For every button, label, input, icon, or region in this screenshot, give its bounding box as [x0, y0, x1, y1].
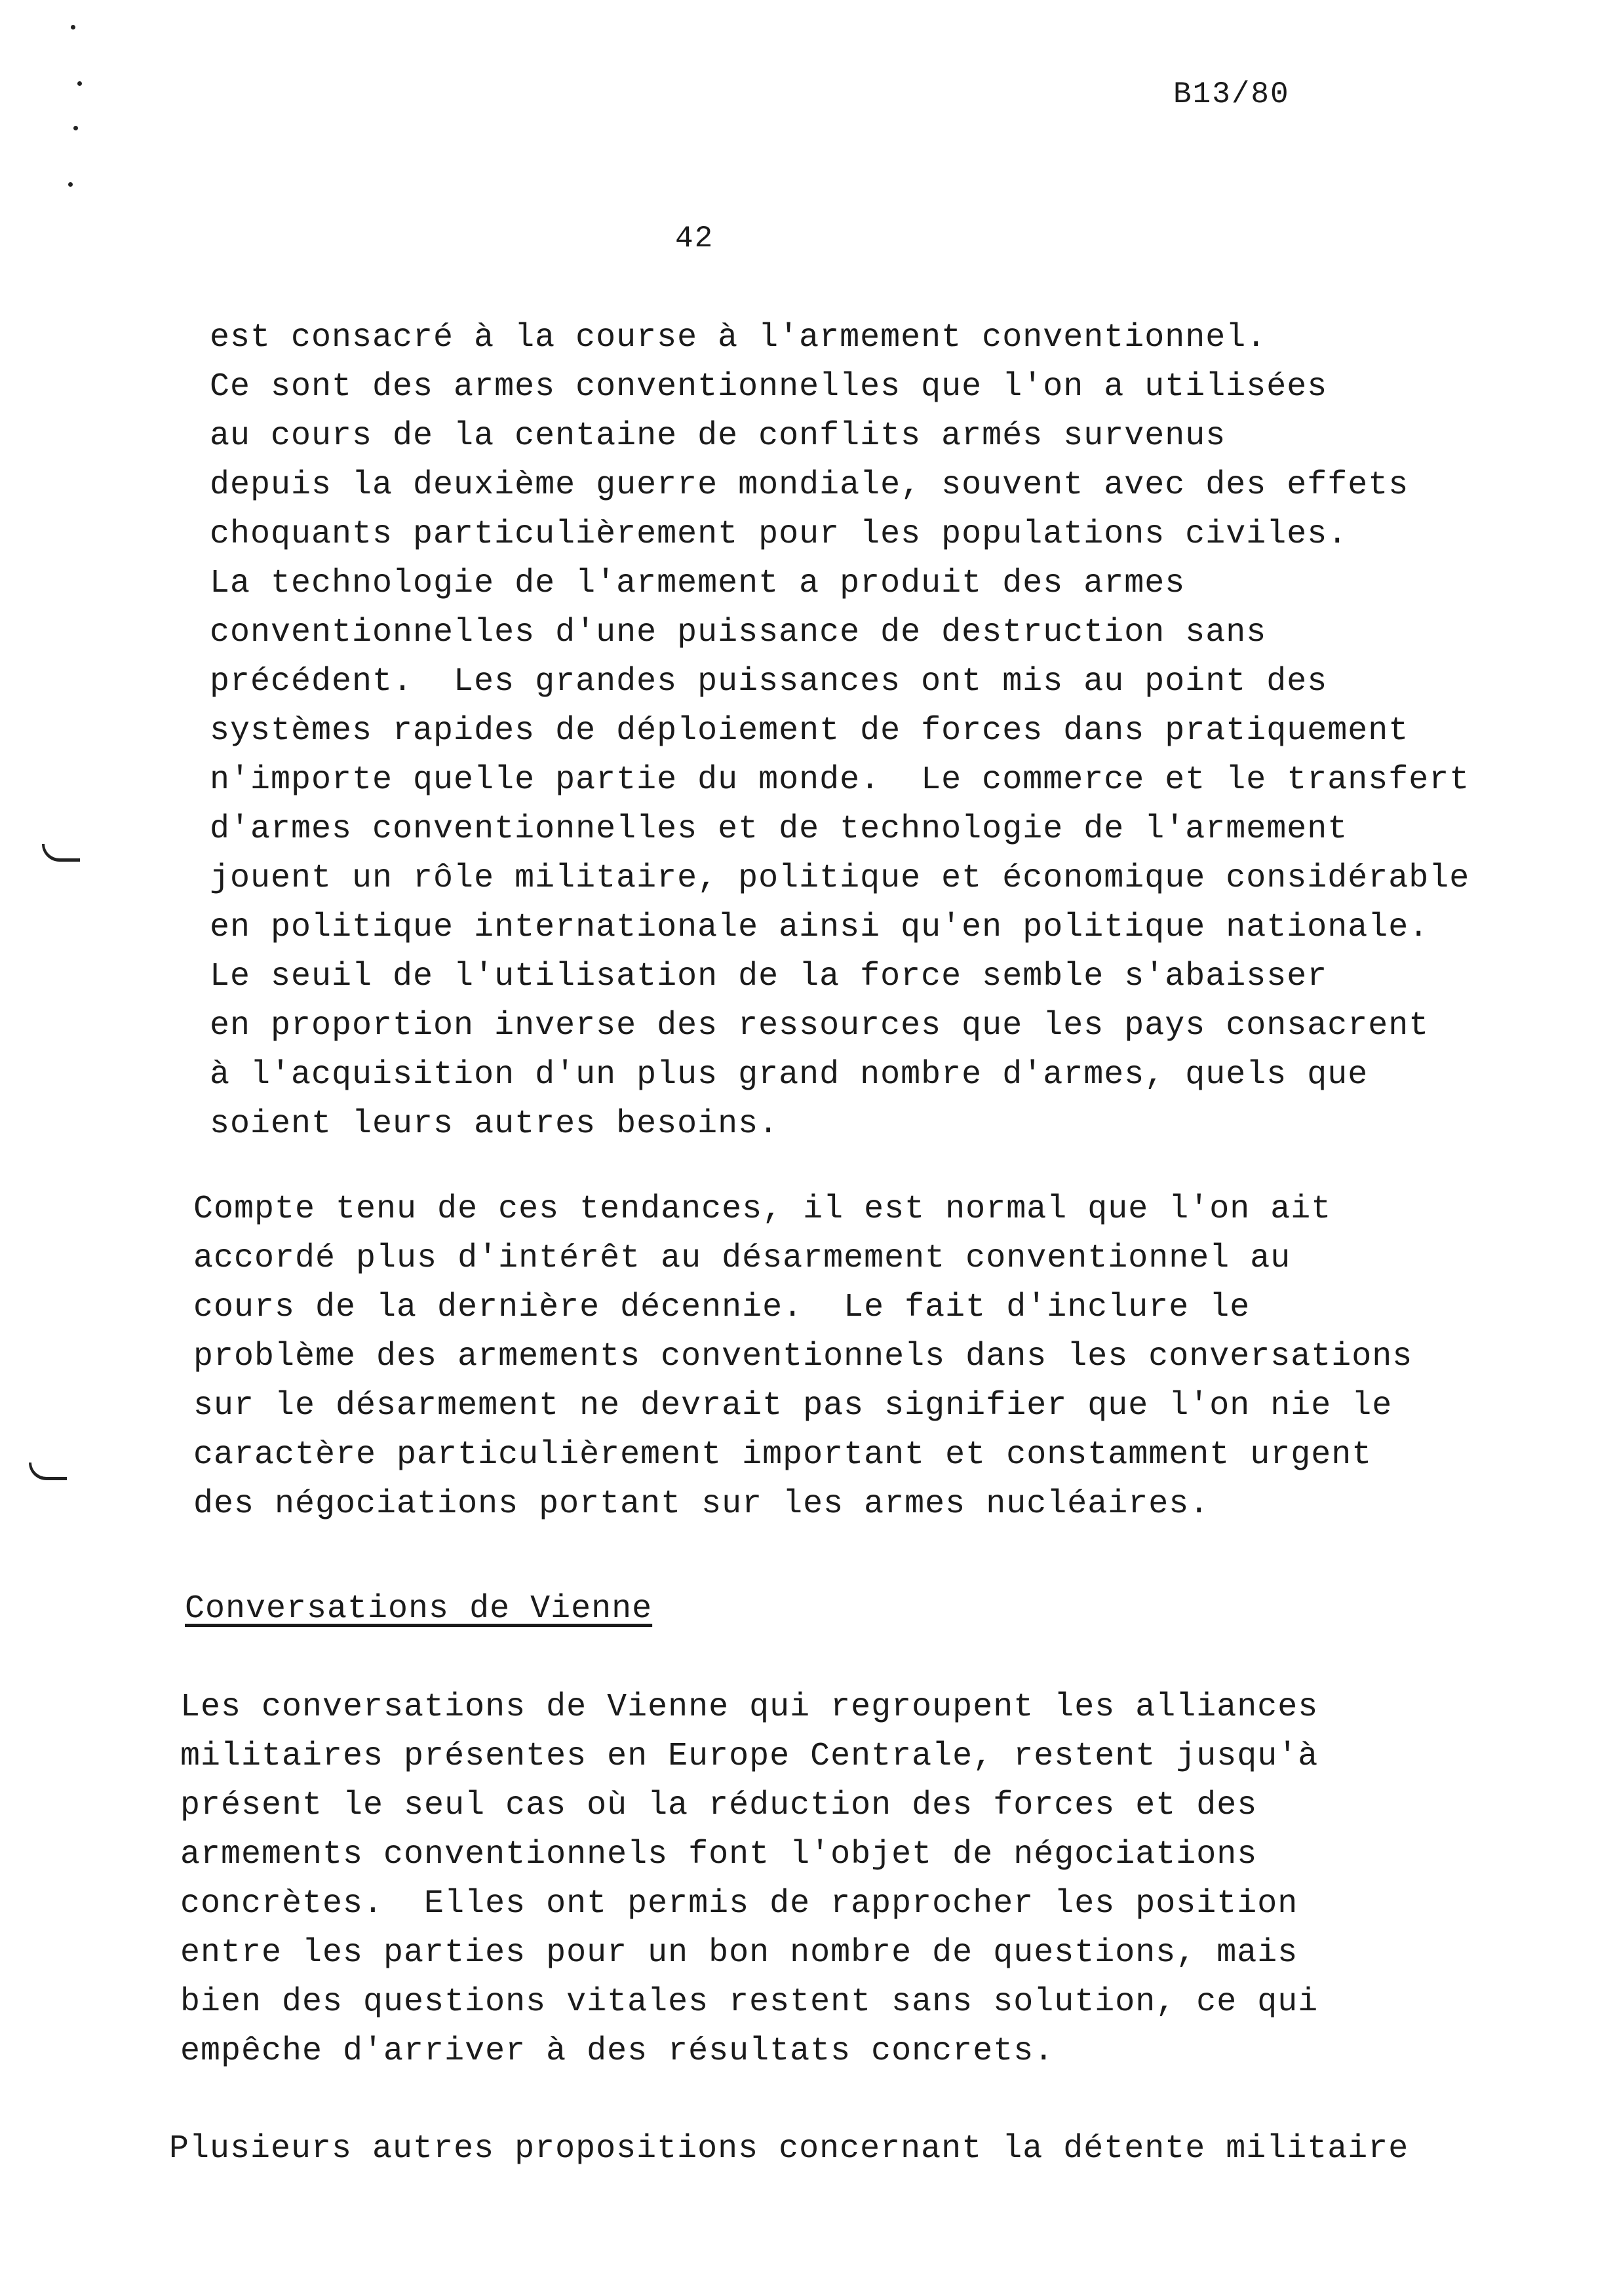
text-line: depuis la deuxième guerre mondiale, souvent avec des effets [210, 467, 1409, 504]
text-line: La technologie de l'armement a produit des armes [210, 565, 1186, 602]
text-line: Compte tenu de ces tendances, il est normal que l'on ait [193, 1191, 1332, 1228]
text-line: sur le désarmement ne devrait pas signifier que l'on nie le [193, 1387, 1393, 1425]
document-reference: B13/80 [1173, 77, 1290, 111]
text-line: conventionnelles d'une puissance de destruction sans [210, 614, 1267, 651]
text-line: armements conventionnels font l'objet de négociations [180, 1836, 1258, 1873]
text-line: est consacré à la course à l'armement conventionnel. [210, 319, 1267, 356]
text-line: militaires présentes en Europe Centrale, restent jusqu'à [180, 1738, 1319, 1775]
scan-mark [77, 81, 82, 86]
scan-mark [73, 126, 78, 130]
paragraph-1 [210, 313, 1494, 1149]
text-line: en politique internationale ainsi qu'en politique nationale. [210, 909, 1430, 946]
text-line: Les conversations de Vienne qui regroupent les alliances [180, 1689, 1319, 1726]
text-line: empêche d'arriver à des résultats concrets. [180, 2033, 1055, 2070]
text-line: choquants particulièrement pour les populations civiles. [210, 516, 1348, 553]
paragraph-4 [169, 2124, 1454, 2173]
margin-mark [29, 1463, 67, 1480]
paragraph-3 [180, 1683, 1465, 2076]
text-line: Le seuil de l'utilisation de la force semble s'abaisser [210, 958, 1328, 995]
text-line: systèmes rapides de déploiement de forces dans pratiquement [210, 712, 1409, 750]
scan-mark [68, 182, 73, 187]
text-line: concrètes. Elles ont permis de rapprocher les position [180, 1885, 1298, 1923]
margin-mark [42, 844, 80, 862]
text-line: en proportion inverse des ressources que les pays consacrent [210, 1007, 1430, 1044]
text-line: caractère particulièrement important et constamment urgent [193, 1436, 1372, 1474]
text-line: jouent un rôle militaire, politique et économique considérable [210, 860, 1470, 897]
text-line: problème des armements conventionnels dans les conversations [193, 1338, 1413, 1375]
text-line: cours de la dernière décennie. Le fait d'inclure le [193, 1289, 1251, 1326]
scan-mark [71, 25, 75, 29]
page-number: 42 [675, 221, 714, 256]
paragraph-2 [193, 1185, 1478, 1529]
text-line: entre les parties pour un bon nombre de questions, mais [180, 1934, 1298, 1972]
section-heading: Conversations de Vienne [185, 1590, 653, 1628]
text-line: soient leurs autres besoins. [210, 1105, 779, 1143]
text-line: présent le seul cas où la réduction des forces et des [180, 1787, 1258, 1824]
text-line: accordé plus d'intérêt au désarmement conventionnel au [193, 1240, 1291, 1277]
text-line: à l'acquisition d'un plus grand nombre d'armes, quels que [210, 1056, 1369, 1094]
text-line: Plusieurs autres propositions concernant la détente militaire [169, 2130, 1409, 2168]
text-line: n'importe quelle partie du monde. Le commerce et le transfert [210, 761, 1470, 799]
text-line: Ce sont des armes conventionnelles que l'on a utilisées [210, 368, 1328, 406]
text-line: d'armes conventionnelles et de technologie de l'armement [210, 811, 1348, 848]
text-line: au cours de la centaine de conflits armés survenus [210, 417, 1226, 455]
text-line: bien des questions vitales restent sans solution, ce qui [180, 1983, 1319, 2021]
text-line: précédent. Les grandes puissances ont mis au point des [210, 663, 1328, 700]
text-line: des négociations portant sur les armes nucléaires. [193, 1485, 1210, 1523]
